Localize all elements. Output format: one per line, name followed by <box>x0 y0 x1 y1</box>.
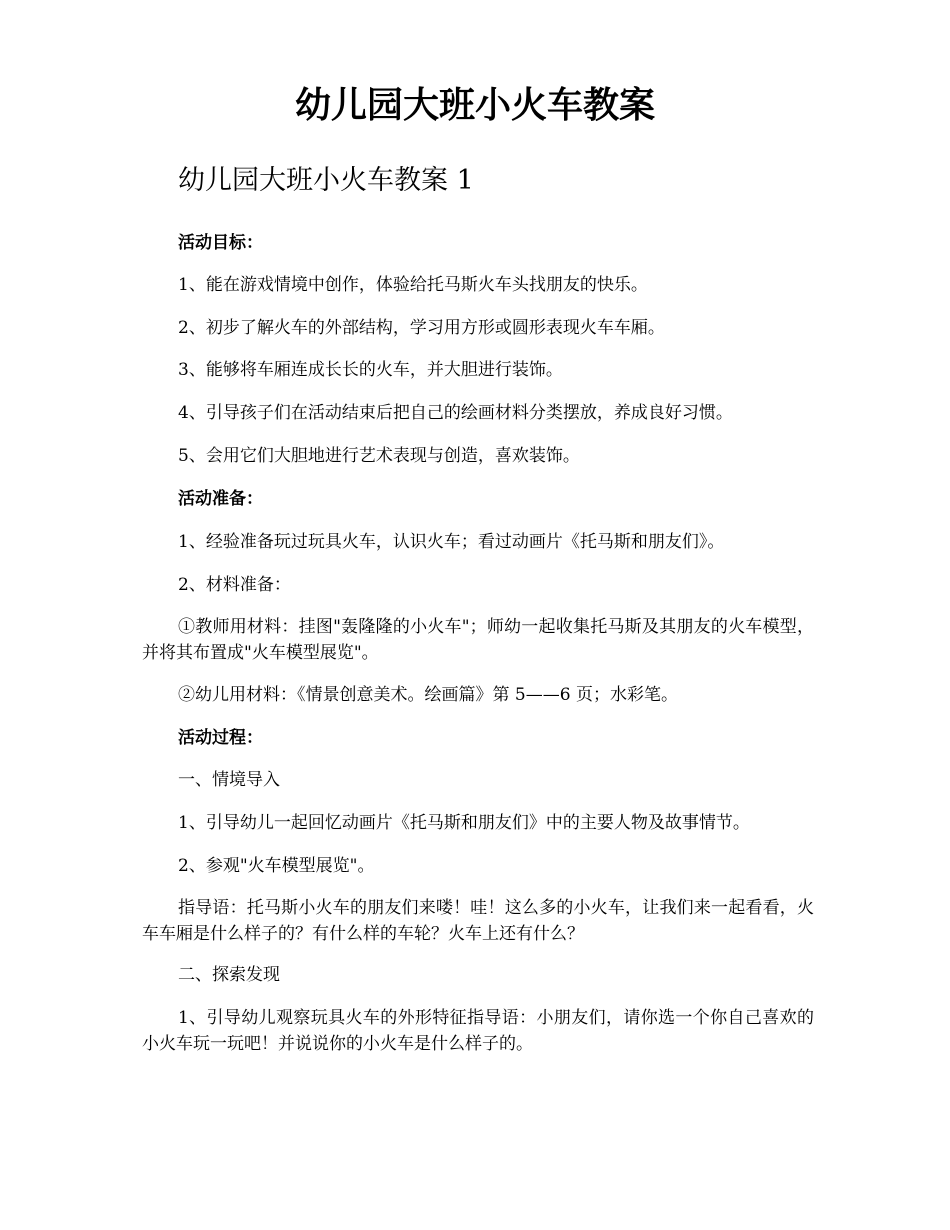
heading-activity-goals: 活动目标： <box>178 233 263 253</box>
process-step-2: 2、参观"火车模型展览"。 <box>178 856 375 876</box>
process-explore-step-1: 1、引导幼儿观察玩具火车的外形特征指导语：小朋友们，请你选一个你自己喜欢的小火车玩一玩吧！并说说你的小火车是什么样子的。 <box>142 1008 814 1054</box>
heading-activity-preparation: 活动准备： <box>178 489 263 509</box>
process-guidance: 指导语：托马斯小火车的朋友们来喽！哇！这么多的小火车，让我们来一起看看，火车车厢是什么样子的？有什么样的车轮？火车上还有什么？ <box>142 898 814 944</box>
section-heading: 幼儿园大班小火车教案 1 <box>178 165 474 196</box>
preparation-1: 1、经验准备玩过玩具火车，认识火车；看过动画片《托马斯和朋友们》。 <box>178 532 725 552</box>
process-part-2-heading: 二、探索发现 <box>178 965 280 985</box>
goal-4: 4、引导孩子们在活动结束后把自己的绘画材料分类摆放，养成良好习惯。 <box>178 403 733 423</box>
goal-5: 5、会用它们大胆地进行艺术表现与创造，喜欢装饰。 <box>178 446 580 466</box>
preparation-teacher-materials: ①教师用材料：挂图"轰隆隆的小火车"；师幼一起收集托马斯及其朋友的火车模型，并将其布置成"火车模型展览"。 <box>142 617 814 663</box>
process-step-1: 1、引导幼儿一起回忆动画片《托马斯和朋友们》中的主要人物及故事情节。 <box>178 813 750 833</box>
process-part-1-heading: 一、情境导入 <box>178 770 280 790</box>
preparation-2: 2、材料准备： <box>178 575 291 595</box>
goal-1: 1、能在游戏情境中创作，体验给托马斯火车头找朋友的快乐。 <box>178 275 648 295</box>
preparation-child-materials: ②幼儿用材料：《情景创意美术。绘画篇》第 5——6 页；水彩笔。 <box>178 685 678 705</box>
goal-2: 2、初步了解火车的外部结构，学习用方形或圆形表现火车车厢。 <box>178 318 665 338</box>
heading-activity-process: 活动过程： <box>178 728 263 748</box>
goal-3: 3、能够将车厢连成长长的火车，并大胆进行装饰。 <box>178 360 563 380</box>
document-title: 幼儿园大班小火车教案 <box>294 84 655 126</box>
